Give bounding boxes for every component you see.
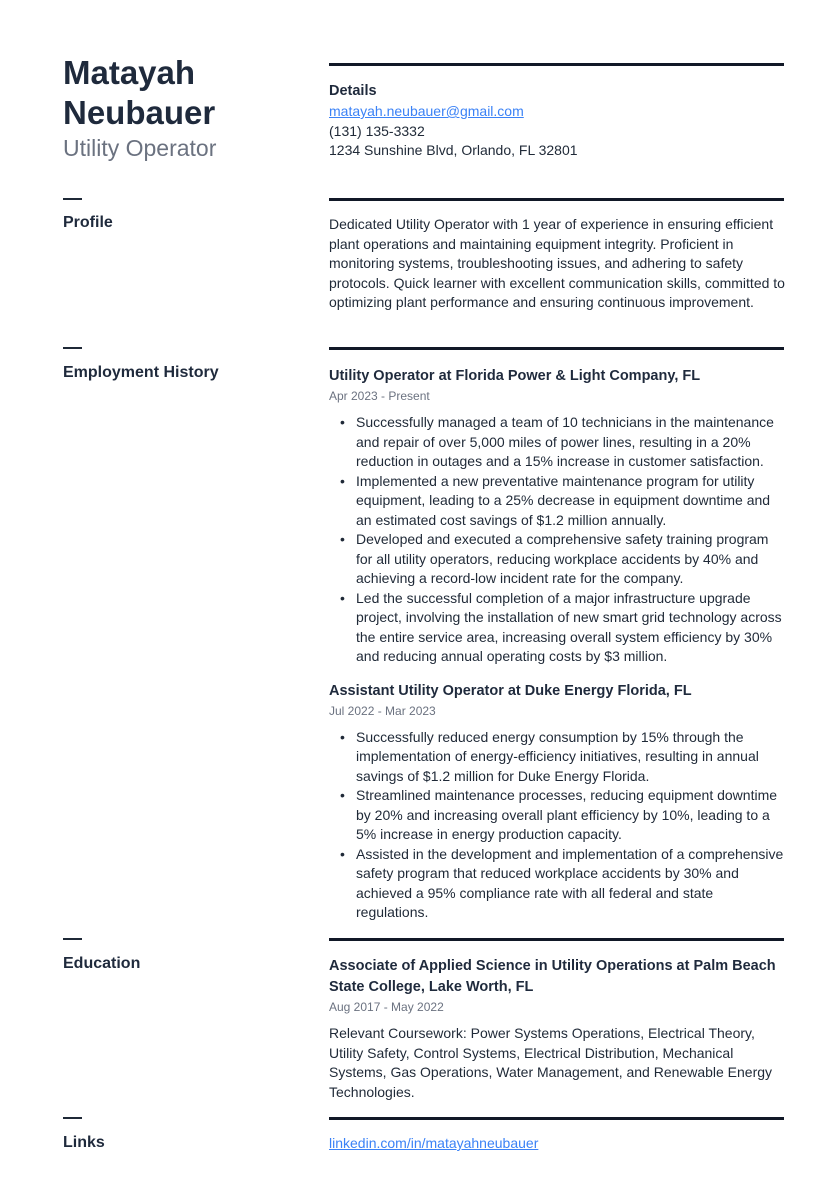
employment-section xyxy=(329,366,787,923)
degree-title: Associate of Applied Science in Utility Operations at Palm Beach State College, Lake Worth, FL xyxy=(329,958,776,995)
phone-number: (131) 135-3332 xyxy=(329,122,425,139)
education-description: Relevant Coursework: Power Systems Operations, Electrical Theory, Utility Safety, Control Systems, Electrical Distribution, Mechanical Systems, Gas Operations, Water Management, and Renewable Energy Technologies. xyxy=(329,1025,773,1100)
education-divider xyxy=(329,938,784,941)
bullet-item: • Led the successful completion of a major infrastructure upgrade project, involving the installation of new smart grid technology across the entire service area, increasing overall system efficiency by 30% and reducing annual operating costs by $3 million. xyxy=(329,589,787,667)
links-dash xyxy=(63,1117,82,1119)
details-heading: Details xyxy=(329,83,377,99)
education-dates: Aug 2017 - May 2022 xyxy=(329,1000,444,1014)
education-section xyxy=(329,956,787,1102)
job-title: Utility Operator at Florida Power & Light Company, FL xyxy=(329,368,701,384)
job-title: Assistant Utility Operator at Duke Energy Florida, FL xyxy=(329,682,692,699)
email-link[interactable]: matayah.neubauer@gmail.com xyxy=(329,103,524,119)
employment-label: Employment History xyxy=(63,364,219,381)
links-divider xyxy=(329,1117,784,1120)
job-dates: Apr 2023 - Present xyxy=(329,389,430,403)
bullet-item: • Developed and executed a comprehensive safety training program for all utility operators, reducing workplace accidents by 40% and achieving a record-low incident rate for the company. xyxy=(329,530,787,589)
job-entry xyxy=(329,681,787,923)
education-dash xyxy=(63,938,82,940)
address: 1234 Sunshine Blvd, Orlando, FL 32801 xyxy=(329,142,578,158)
profile-dash xyxy=(63,198,82,200)
education-label: Education xyxy=(63,955,141,972)
bullet-item: • Implemented a new preventative maintenance program for utility equipment, leading to a 25% decrease in equipment downtime and an estimated cost savings of $1.2 million annually. xyxy=(329,472,787,531)
job-entry xyxy=(329,366,787,667)
bullet-item: • Assisted in the development and implementation of a comprehensive safety program that reduced workplace accidents by 30% and achieved a 95% compliance rate with all federal and state regulations. xyxy=(329,845,787,923)
links-section xyxy=(329,1134,787,1154)
profile-label: Profile xyxy=(63,214,113,231)
employment-divider xyxy=(329,347,784,350)
linkedin-link[interactable]: linkedin.com/in/matayahneubauer xyxy=(329,1135,539,1151)
bullet-item: • Streamlined maintenance processes, reducing equipment downtime by 20% and increasing overall plant efficiency by 10%, leading to a 5% increase in energy production capacity. xyxy=(329,786,787,845)
profile-summary: Dedicated Utility Operator with 1 year of experience in ensuring efficient plant operations and maintaining equipment integrity. Proficient in monitoring systems, troubleshooting issues, and adhering to safety protocols. Quick learner with excellent communication skills, committed to optimizing plant performance and ensuring continuous improvement. xyxy=(329,216,785,310)
profile-divider xyxy=(329,198,784,201)
details-section xyxy=(329,81,787,161)
job-bullets xyxy=(329,728,787,923)
bullet-item: • Successfully managed a team of 10 technicians in the maintenance and repair of over 5,000 miles of power lines, resulting in a 20% reduction in outages and a 15% increase in customer satisfaction. xyxy=(329,413,787,472)
details-divider xyxy=(329,63,784,66)
job-bullets xyxy=(329,413,787,667)
bullet-item: • Successfully reduced energy consumption by 15% through the implementation of energy-efficiency initiatives, resulting in annual savings of $1.2 million for Duke Energy Florida. xyxy=(329,728,787,787)
links-label: Links xyxy=(63,1134,105,1151)
candidate-title: Utility Operator xyxy=(63,135,217,161)
employment-dash xyxy=(63,347,82,349)
candidate-name: Matayah Neubauer xyxy=(63,54,216,131)
job-dates: Jul 2022 - Mar 2023 xyxy=(329,703,436,718)
